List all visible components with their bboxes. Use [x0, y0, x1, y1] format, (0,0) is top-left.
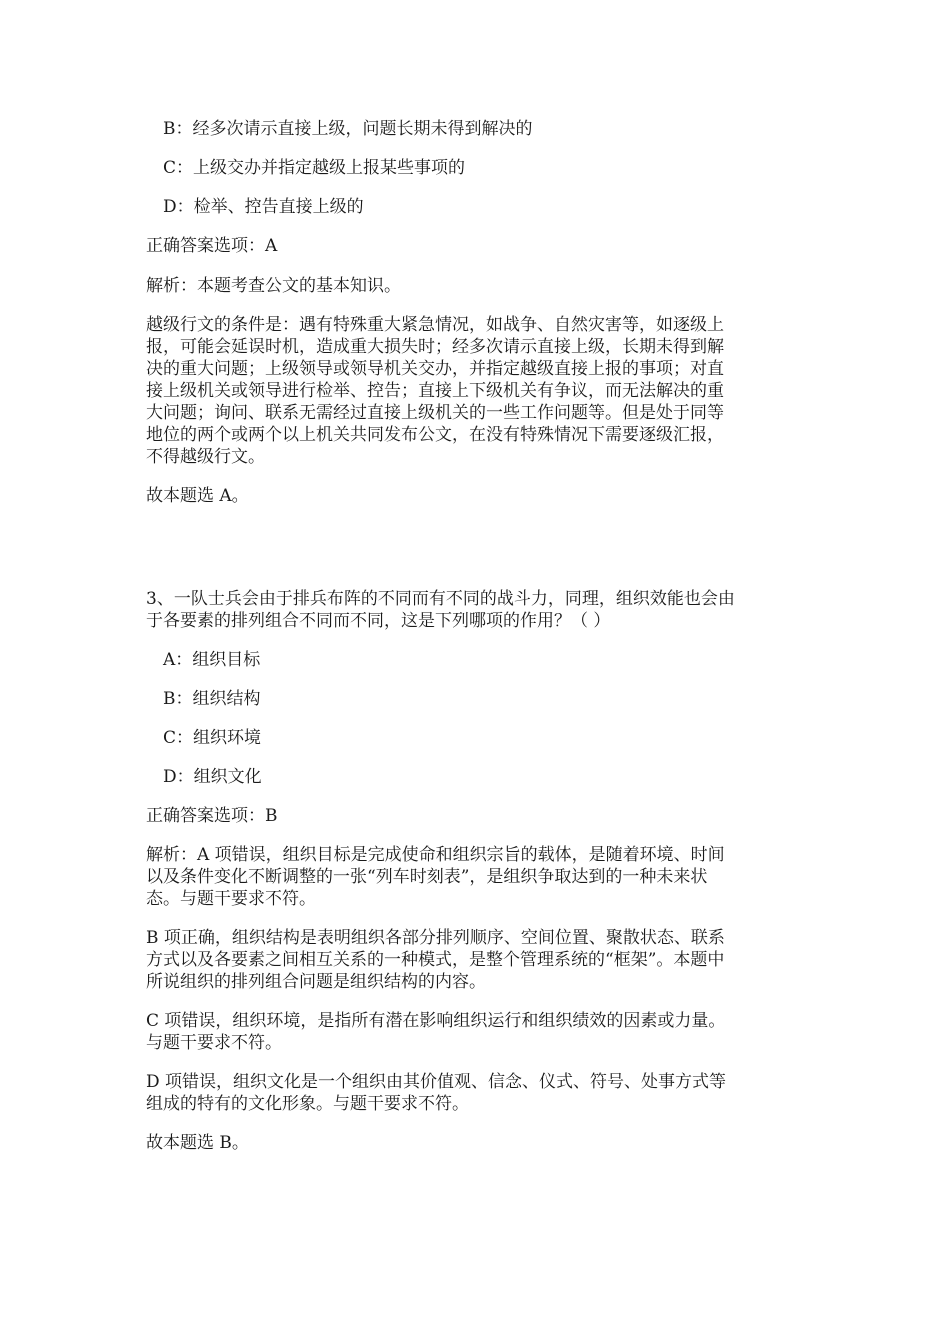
analysis-option-c: C 项错误，组织环境，是指所有潜在影响组织运行和组织绩效的因素或力量。 与题干要求不符。	[146, 1011, 726, 1053]
analysis-option-a: 解析：A 项错误，组织目标是完成使命和组织宗旨的载体，是随着环境、时间 以及条件变化不断调整的一张“列车时刻表”，是组织争取达到的一种未来状 态。与题干要求不符。	[146, 845, 725, 909]
option-c: C：上级交办并指定越级上报某些事项的	[163, 158, 466, 178]
option-d: D：组织文化	[163, 766, 262, 787]
analysis-option-b: B 项正确，组织结构是表明组织各部分排列顺序、空间位置、聚散状态、联系 方式以及各要素之间相互关系的一种模式，是整个管理系统的“框架”。本题中 所说组织的排列组合问题是组织结构的内容。	[146, 928, 725, 992]
explanation-paragraph: 越级行文的条件是：遇有特殊重大紧急情况，如战争、自然灾害等，如逐级上 报，可能会延误时机，造成重大损失时；经多次请示直接上级，长期未得到解 决的重大问题；上级领导或领导机关交办，并指定越级直接上报的事项；对直 接上级机关或领导进行检举、控告；直接上下级机关有争议，而无法解决的重 大问题；询问、联系无需经过直接上级机关的一些工作问题等。但是处于同等 地位的两个或两个以上机关共同发布公文，在没有特殊情况下需要逐级汇报， 不得越级行文。	[146, 315, 724, 467]
conclusion: 故本题选 B。	[146, 1133, 249, 1153]
analysis-intro: 解析：本题考查公文的基本知识。	[146, 275, 401, 296]
option-a: A：组织目标	[163, 649, 261, 670]
section-gap	[146, 525, 811, 588]
option-c: C：组织环境	[163, 727, 262, 748]
correct-answer: 正确答案选项：A	[146, 236, 278, 256]
question-stem: 3、一队士兵会由于排兵布阵的不同而有不同的战斗力，同理，组织效能也会由 于各要素的排列组合不同而不同，这是下列哪项的作用？（ ）	[146, 588, 735, 631]
option-b: B：经多次请示直接上级，问题长期未得到解决的	[163, 119, 533, 139]
conclusion: 故本题选 A。	[146, 486, 249, 506]
option-d: D：检举、控告直接上级的	[163, 197, 364, 217]
option-b: B：组织结构	[163, 688, 261, 709]
analysis-option-d: D 项错误，组织文化是一个组织由其价值观、信念、仪式、符号、处事方式等 组成的特有的文化形象。与题干要求不符。	[146, 1072, 727, 1114]
correct-answer: 正确答案选项：B	[146, 805, 278, 826]
document-page	[146, 118, 811, 1172]
